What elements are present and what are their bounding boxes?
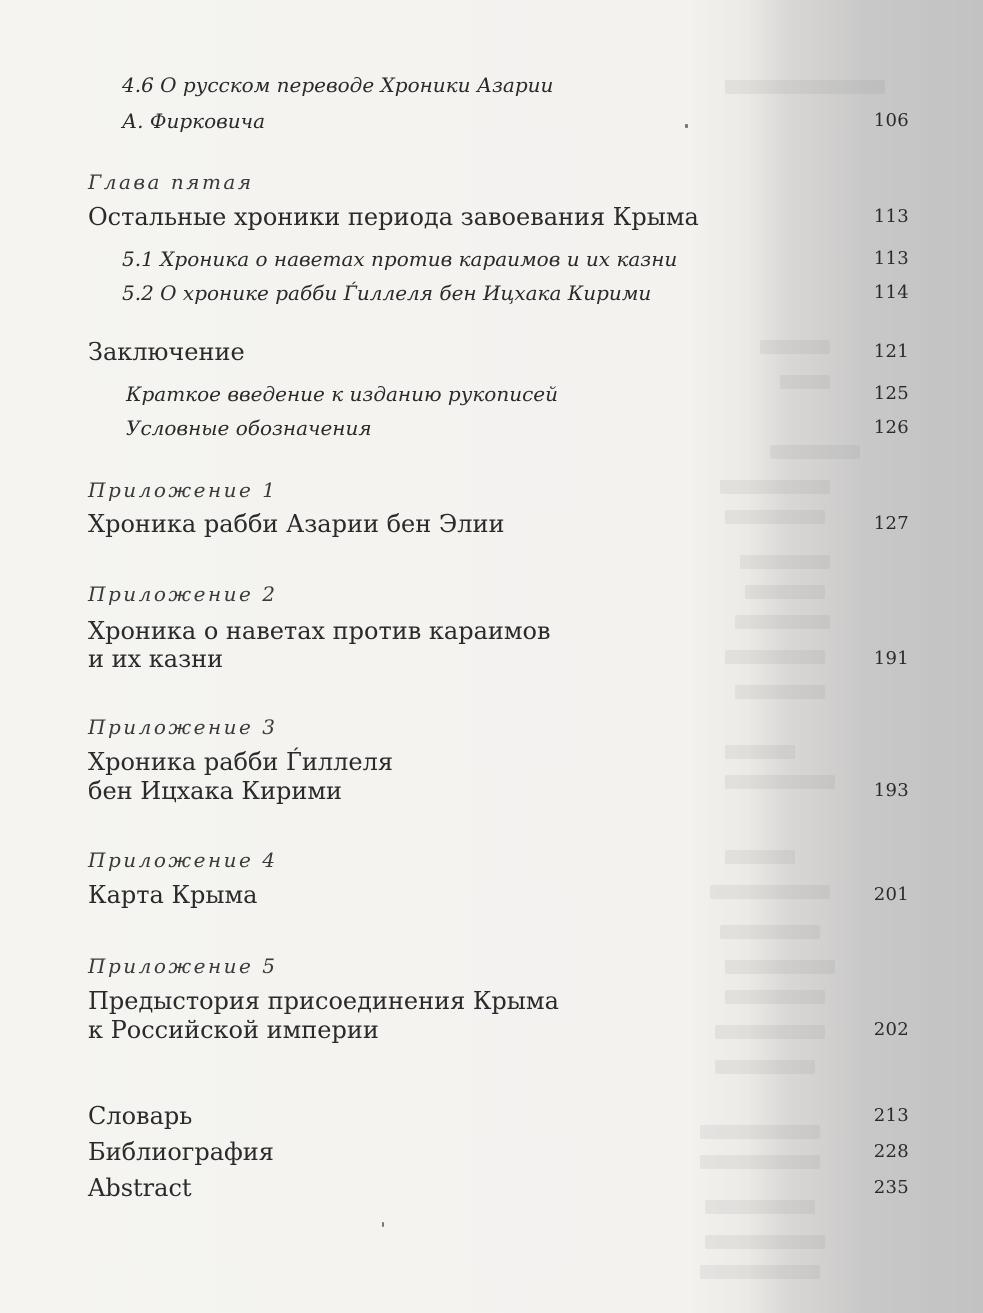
chapter-label-text: Глава пятая (88, 170, 254, 194)
toc-entry (0, 507, 983, 541)
toc-entry-title: Словарь (88, 1102, 193, 1130)
toc-entry-title: к Российской империи (88, 1016, 379, 1044)
toc-page-number: 113 (873, 248, 909, 269)
appendix-label (0, 710, 983, 744)
toc-entry-title: Карта Крыма (88, 881, 258, 909)
appendix-label-text: Приложение 2 (88, 582, 278, 606)
toc-entry-title: и их казни (88, 645, 224, 673)
toc-page-number: 127 (873, 513, 909, 534)
toc-page-number: 191 (873, 648, 909, 669)
toc-page-number: 201 (873, 884, 909, 905)
toc-entry (0, 377, 983, 411)
toc-entry (0, 774, 983, 808)
toc-entry (0, 242, 983, 276)
toc-entry (0, 1013, 983, 1047)
toc-entry-title: Заключение (88, 338, 245, 366)
toc-entry-title: Abstract (88, 1174, 192, 1202)
toc-entry-title: бен Ицхака Кирими (88, 777, 343, 805)
appendix-label (0, 577, 983, 611)
appendix-label-text: Приложение 5 (88, 954, 278, 978)
toc-entry-title: Хроника рабби Ѓиллеля (88, 748, 393, 776)
toc-entry-title: 5.1 Хроника о наветах против караимов и их казни (122, 247, 678, 271)
appendix-label (0, 949, 983, 983)
appendix-label-text: Приложение 4 (88, 848, 278, 872)
toc-entry-title: Предыстория присоединения Крыма (88, 987, 559, 1015)
toc-entry-title: Библиография (88, 1138, 274, 1166)
toc-entry (0, 1099, 983, 1133)
toc-page-number: 106 (873, 110, 909, 131)
toc-page-number: 114 (873, 282, 909, 303)
appendix-label (0, 473, 983, 507)
toc-entry-title: Хроника о наветах против караимов (88, 617, 551, 645)
appendix-label (0, 843, 983, 877)
toc-entry (0, 68, 983, 102)
toc-entry-title: 4.6 О русском переводе Хроники Азарии (122, 73, 554, 97)
toc-entry-title: Условные обозначения (126, 416, 372, 440)
toc-entry (0, 1135, 983, 1169)
toc-entry (0, 878, 983, 912)
toc-page-number: 193 (873, 780, 909, 801)
toc-entry (0, 642, 983, 676)
toc-page-number: 202 (873, 1019, 909, 1040)
chapter-label (0, 165, 983, 199)
toc-page-number: 213 (873, 1105, 909, 1126)
toc-entry-title: Краткое введение к изданию рукописей (126, 382, 559, 406)
toc-page-number: 113 (873, 206, 909, 227)
toc-entry (0, 276, 983, 310)
toc-entry-title: Хроника рабби Азарии бен Элии (88, 510, 505, 538)
appendix-label-text: Приложение 1 (88, 478, 278, 502)
toc-entry-title: 5.2 О хронике рабби Ѓиллеля бен Ицхака Кирими (122, 281, 652, 305)
toc-page-number: 228 (873, 1141, 909, 1162)
toc-entry-title: А. Фирковича (122, 109, 266, 133)
toc-page-number: 125 (873, 383, 909, 404)
toc-entry (0, 335, 983, 369)
toc-entry (0, 1171, 983, 1205)
toc-entry (0, 411, 983, 445)
toc-entry (0, 104, 983, 138)
toc-page-number: 235 (873, 1177, 909, 1198)
appendix-label-text: Приложение 3 (88, 715, 278, 739)
toc-page-number: 126 (873, 417, 909, 438)
toc-entry-title: Остальные хроники периода завоевания Крыма (88, 203, 699, 231)
toc-page-number: 121 (873, 341, 909, 362)
toc-entry (0, 200, 983, 234)
